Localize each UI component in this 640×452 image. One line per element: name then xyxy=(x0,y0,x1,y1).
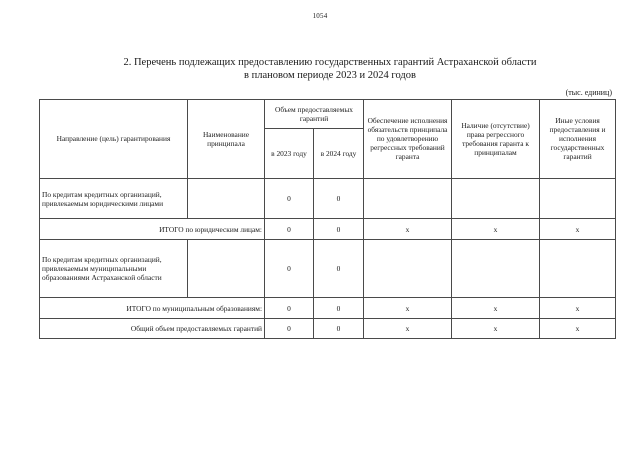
row-value-2023: 0 xyxy=(265,298,314,318)
table-row xyxy=(40,298,616,318)
row-security xyxy=(364,239,452,298)
page-number: 1054 xyxy=(312,12,328,20)
guarantees-table xyxy=(39,99,616,339)
row-value-2024: 0 xyxy=(314,239,364,298)
table-row xyxy=(40,178,616,219)
row-regress xyxy=(452,178,540,219)
row-label: По кредитам кредитных организаций, привлекаемым муниципальными образованиями Астраханской области xyxy=(40,239,188,298)
header-other: Иные условия предоставления и исполнения государственных гарантий xyxy=(540,100,616,179)
row-security: x xyxy=(364,298,452,318)
document-title xyxy=(60,56,600,82)
table-row xyxy=(40,318,616,338)
row-regress: x xyxy=(452,219,540,239)
row-other: x xyxy=(540,219,616,239)
header-direction: Направление (цель) гарантирования xyxy=(40,100,188,179)
units-label: (тыс. единиц) xyxy=(565,88,612,97)
table-row xyxy=(40,239,616,298)
row-other xyxy=(540,239,616,298)
header-year-2024: в 2024 году xyxy=(314,129,364,179)
row-value-2024: 0 xyxy=(314,178,364,219)
row-principal xyxy=(188,239,265,298)
row-security xyxy=(364,178,452,219)
row-value-2023: 0 xyxy=(265,239,314,298)
row-label: По кредитам кредитных организаций, привлекаемым юридическими лицами xyxy=(40,178,188,219)
header-row-1 xyxy=(40,100,616,129)
header-security: Обеспечение исполнения обязательств принципала по удовлетворению регрессных требований гаранта xyxy=(364,100,452,179)
row-security: x xyxy=(364,219,452,239)
row-regress xyxy=(452,239,540,298)
header-principal: Наименование принципала xyxy=(188,100,265,179)
table-row xyxy=(40,219,616,239)
row-value-2023: 0 xyxy=(265,219,314,239)
row-security: x xyxy=(364,318,452,338)
row-value-2024: 0 xyxy=(314,219,364,239)
title-line-2: в плановом периоде 2023 и 2024 годов xyxy=(244,70,416,81)
header-volume: Объем предоставляемых гарантий xyxy=(265,100,364,129)
row-total-label: ИТОГО по муниципальным образованиям: xyxy=(40,298,265,318)
row-regress: x xyxy=(452,298,540,318)
row-total-label: ИТОГО по юридическим лицам: xyxy=(40,219,265,239)
header-regress: Наличие (отсутствие) права регрессного требования гаранта к принципалам xyxy=(452,100,540,179)
row-other xyxy=(540,178,616,219)
title-line-1: 2. Перечень подлежащих предоставлению государственных гарантий Астраханской области xyxy=(123,57,537,68)
row-total-label: Общий объем предоставляемых гарантий xyxy=(40,318,265,338)
header-year-2023: в 2023 году xyxy=(265,129,314,179)
row-other: x xyxy=(540,318,616,338)
row-value-2023: 0 xyxy=(265,178,314,219)
row-value-2023: 0 xyxy=(265,318,314,338)
row-principal xyxy=(188,178,265,219)
row-value-2024: 0 xyxy=(314,318,364,338)
row-value-2024: 0 xyxy=(314,298,364,318)
row-regress: x xyxy=(452,318,540,338)
row-other: x xyxy=(540,298,616,318)
